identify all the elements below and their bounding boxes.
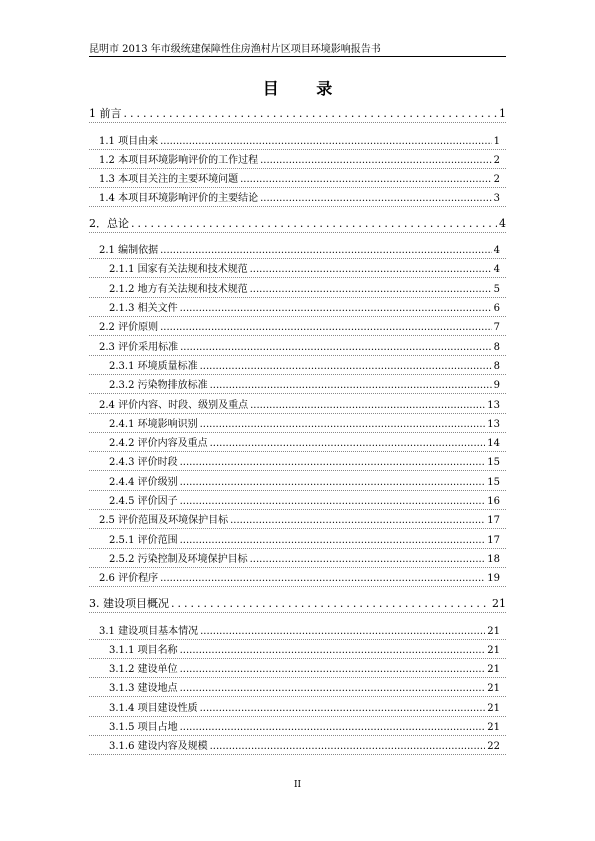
toc-entry-page: 1 <box>493 136 500 147</box>
toc-entry[interactable] <box>99 189 500 204</box>
toc-separator <box>89 187 506 188</box>
toc-entry[interactable] <box>99 396 500 411</box>
toc-entry-page: 5 <box>493 284 500 295</box>
toc-entry-page: 15 <box>487 457 500 468</box>
page-number: II <box>293 780 302 790</box>
toc-entry-label: 2.1.1 国家有关法规和技术规范 <box>109 264 248 275</box>
toc-entry-label: 2.5 评价范围及环境保护目标 <box>99 515 229 526</box>
toc-separator <box>89 374 506 375</box>
toc-entry[interactable] <box>99 622 500 637</box>
toc-leader-dots <box>180 457 486 468</box>
toc-entry-label: 2.6 评价程序 <box>99 573 159 584</box>
toc-title: 目 录 <box>262 79 349 98</box>
toc-separator <box>89 509 506 510</box>
toc-entry-page: 4 <box>499 217 506 230</box>
toc-leader-dots <box>180 535 486 546</box>
toc-entry-label: 2.4.3 评价时段 <box>109 457 178 468</box>
toc-entry[interactable] <box>109 473 500 488</box>
toc-leader-dots <box>180 477 486 488</box>
toc-separator <box>89 696 506 697</box>
toc-separator <box>89 277 506 278</box>
toc-leader-dots <box>260 155 492 166</box>
toc-entry[interactable] <box>109 641 500 656</box>
toc-entry[interactable] <box>99 132 500 147</box>
toc-separator <box>89 528 506 529</box>
toc-entry-label: 3.1.6 建设内容及规模 <box>109 741 208 752</box>
toc-leader-dots <box>160 322 492 333</box>
toc-entry-label: 2.4.2 评价内容及重点 <box>109 438 208 449</box>
toc-entry[interactable] <box>109 531 500 546</box>
toc-entry[interactable] <box>99 511 500 526</box>
toc-entry-page: 2 <box>493 174 500 185</box>
header-rule <box>89 56 506 57</box>
toc-entry-label: 3.1.5 项目占地 <box>109 722 178 733</box>
toc-entry-label: 2.4.4 评价级别 <box>109 477 178 488</box>
toc-leader-dots <box>171 597 490 610</box>
toc-separator <box>89 232 506 233</box>
toc-entry-label: 2.4 评价内容、时段、级别及重点 <box>99 400 249 411</box>
toc-separator <box>89 586 506 587</box>
toc-entry-page: 19 <box>487 573 500 584</box>
toc-separator <box>89 432 506 433</box>
toc-separator <box>89 122 506 123</box>
toc-entry-page: 9 <box>493 380 500 391</box>
toc-leader-dots <box>180 683 486 694</box>
toc-entry-page: 21 <box>487 683 500 694</box>
toc-entry-page: 21 <box>487 703 500 714</box>
toc-entry[interactable] <box>109 415 500 430</box>
toc-separator <box>89 567 506 568</box>
toc-leader-dots <box>180 664 486 675</box>
toc-entry-label: 3. 建设项目概况 <box>89 597 169 610</box>
toc-entry-page: 6 <box>493 303 500 314</box>
toc-leader-dots <box>124 107 498 120</box>
toc-entry[interactable] <box>109 718 500 733</box>
toc-entry-page: 1 <box>499 107 506 120</box>
toc-separator <box>89 470 506 471</box>
toc-entry[interactable] <box>109 376 500 391</box>
toc-separator <box>89 548 506 549</box>
toc-entry[interactable] <box>109 280 500 295</box>
toc-entry-label: 3.1.3 建设地点 <box>109 683 178 694</box>
toc-entry[interactable] <box>109 453 500 468</box>
toc-entry-label: 1 前言 <box>89 107 122 120</box>
toc-separator <box>89 316 506 317</box>
toc-leader-dots <box>180 645 486 656</box>
toc-separator <box>89 490 506 491</box>
toc-separator <box>89 658 506 659</box>
toc-entry-label: 3.1.4 项目建设性质 <box>109 703 198 714</box>
toc-entry-label: 3.1.1 项目名称 <box>109 645 178 656</box>
toc-separator <box>89 451 506 452</box>
toc-entry-label: 2.3.2 污染物排放标准 <box>109 380 208 391</box>
toc-entry-label: 3.1.2 建设单位 <box>109 664 178 675</box>
toc-leader-dots <box>160 245 492 256</box>
toc-entry-page: 8 <box>493 342 500 353</box>
toc-separator <box>89 677 506 678</box>
toc-leader-dots <box>250 284 492 295</box>
toc-entry-page: 15 <box>487 477 500 488</box>
toc-separator <box>89 639 506 640</box>
toc-entry[interactable] <box>109 550 500 565</box>
toc-entry-page: 22 <box>487 741 500 752</box>
toc-leader-dots <box>210 380 492 391</box>
toc-entry[interactable] <box>109 660 500 675</box>
toc-entry-page: 21 <box>487 664 500 675</box>
toc-entry-page: 13 <box>487 400 500 411</box>
toc-leader-dots <box>200 703 486 714</box>
toc-leader-dots <box>200 361 492 372</box>
toc-separator <box>89 149 506 150</box>
toc-entry-page: 18 <box>487 554 500 565</box>
toc-entry[interactable] <box>99 170 500 185</box>
toc-entry-label: 3.1 建设项目基本情况 <box>99 626 199 637</box>
toc-leader-dots <box>160 136 492 147</box>
toc-entry-label: 2.4.5 评价因子 <box>109 496 178 507</box>
toc-leader-dots <box>131 217 497 230</box>
toc-entry[interactable] <box>99 338 500 353</box>
toc-separator <box>89 716 506 717</box>
toc-separator <box>89 413 506 414</box>
toc-entry-page: 21 <box>492 597 506 610</box>
toc-leader-dots <box>200 419 486 430</box>
toc-entry[interactable] <box>109 492 500 507</box>
toc-entry[interactable] <box>99 151 500 166</box>
toc-entry-label: 1.3 本项目关注的主要环境问题 <box>99 174 239 185</box>
toc-entry-label: 2.3 评价采用标准 <box>99 342 179 353</box>
toc-entry-label: 2．总论 <box>89 217 129 230</box>
toc-entry-label: 2.2 评价原则 <box>99 322 159 333</box>
toc-entry[interactable] <box>99 241 500 256</box>
toc-entry-page: 3 <box>493 193 500 204</box>
toc-leader-dots <box>180 303 492 314</box>
toc-entry-label: 2.1 编制依据 <box>99 245 159 256</box>
toc-entry-page: 21 <box>487 645 500 656</box>
toc-entry[interactable] <box>99 569 500 584</box>
toc-entry-page: 4 <box>493 264 500 275</box>
toc-leader-dots <box>210 741 486 752</box>
toc-entry-page: 21 <box>487 722 500 733</box>
toc-entry-page: 8 <box>493 361 500 372</box>
toc-leader-dots <box>180 342 492 353</box>
toc-entry[interactable] <box>89 595 506 611</box>
toc-leader-dots <box>240 174 492 185</box>
toc-entry[interactable] <box>109 679 500 694</box>
toc-leader-dots <box>250 264 492 275</box>
toc-entry-label: 2.3.1 环境质量标准 <box>109 361 198 372</box>
toc-entry[interactable] <box>109 260 500 275</box>
toc-entry-label: 1.1 项目由来 <box>99 136 159 147</box>
toc-entry[interactable] <box>109 699 500 714</box>
toc-leader-dots <box>200 626 485 637</box>
toc-entry-page: 16 <box>487 496 500 507</box>
toc-entry[interactable] <box>89 215 506 231</box>
toc-leader-dots <box>250 554 486 565</box>
toc-entry[interactable] <box>109 299 500 314</box>
toc-entry-page: 13 <box>487 419 500 430</box>
toc-leader-dots <box>160 573 485 584</box>
toc-entry-label: 2.4.1 环境影响识别 <box>109 419 198 430</box>
toc-entry-page: 4 <box>493 245 500 256</box>
toc-entry[interactable] <box>109 357 500 372</box>
toc-entry-page: 14 <box>487 438 500 449</box>
toc-separator <box>89 206 506 207</box>
toc-entry-page: 7 <box>493 322 500 333</box>
toc-entry-label: 1.4 本项目环境影响评价的主要结论 <box>99 193 259 204</box>
toc-leader-dots <box>180 722 486 733</box>
toc-separator <box>89 258 506 259</box>
toc-entry[interactable] <box>109 737 500 752</box>
toc-leader-dots <box>230 515 485 526</box>
toc-separator <box>89 735 506 736</box>
toc-leader-dots <box>180 496 486 507</box>
toc-leader-dots <box>210 438 486 449</box>
page-header: 昆明市 2013 年市级统建保障性住房渔村片区项目环境影响报告书 <box>89 44 381 55</box>
toc-separator <box>89 335 506 336</box>
toc-leader-dots <box>250 400 485 411</box>
toc-entry-page: 2 <box>493 155 500 166</box>
toc-entry-label: 2.5.1 评价范围 <box>109 535 178 546</box>
toc-entry-label: 2.5.2 污染控制及环境保护目标 <box>109 554 248 565</box>
toc-entry-page: 17 <box>487 535 500 546</box>
toc-entry[interactable] <box>99 318 500 333</box>
toc-separator <box>89 297 506 298</box>
toc-entry[interactable] <box>89 105 506 121</box>
toc-entry-label: 2.1.2 地方有关法规和技术规范 <box>109 284 248 295</box>
toc-separator <box>89 355 506 356</box>
toc-separator <box>89 393 506 394</box>
toc-entry[interactable] <box>109 434 500 449</box>
toc-entry-page: 21 <box>487 626 500 637</box>
toc-separator <box>89 168 506 169</box>
toc-leader-dots <box>260 193 492 204</box>
toc-entry-label: 2.1.3 相关文件 <box>109 303 178 314</box>
toc-separator <box>89 612 506 613</box>
toc-separator <box>89 754 506 755</box>
toc-entry-label: 1.2 本项目环境影响评价的工作过程 <box>99 155 259 166</box>
toc-entry-page: 17 <box>487 515 500 526</box>
